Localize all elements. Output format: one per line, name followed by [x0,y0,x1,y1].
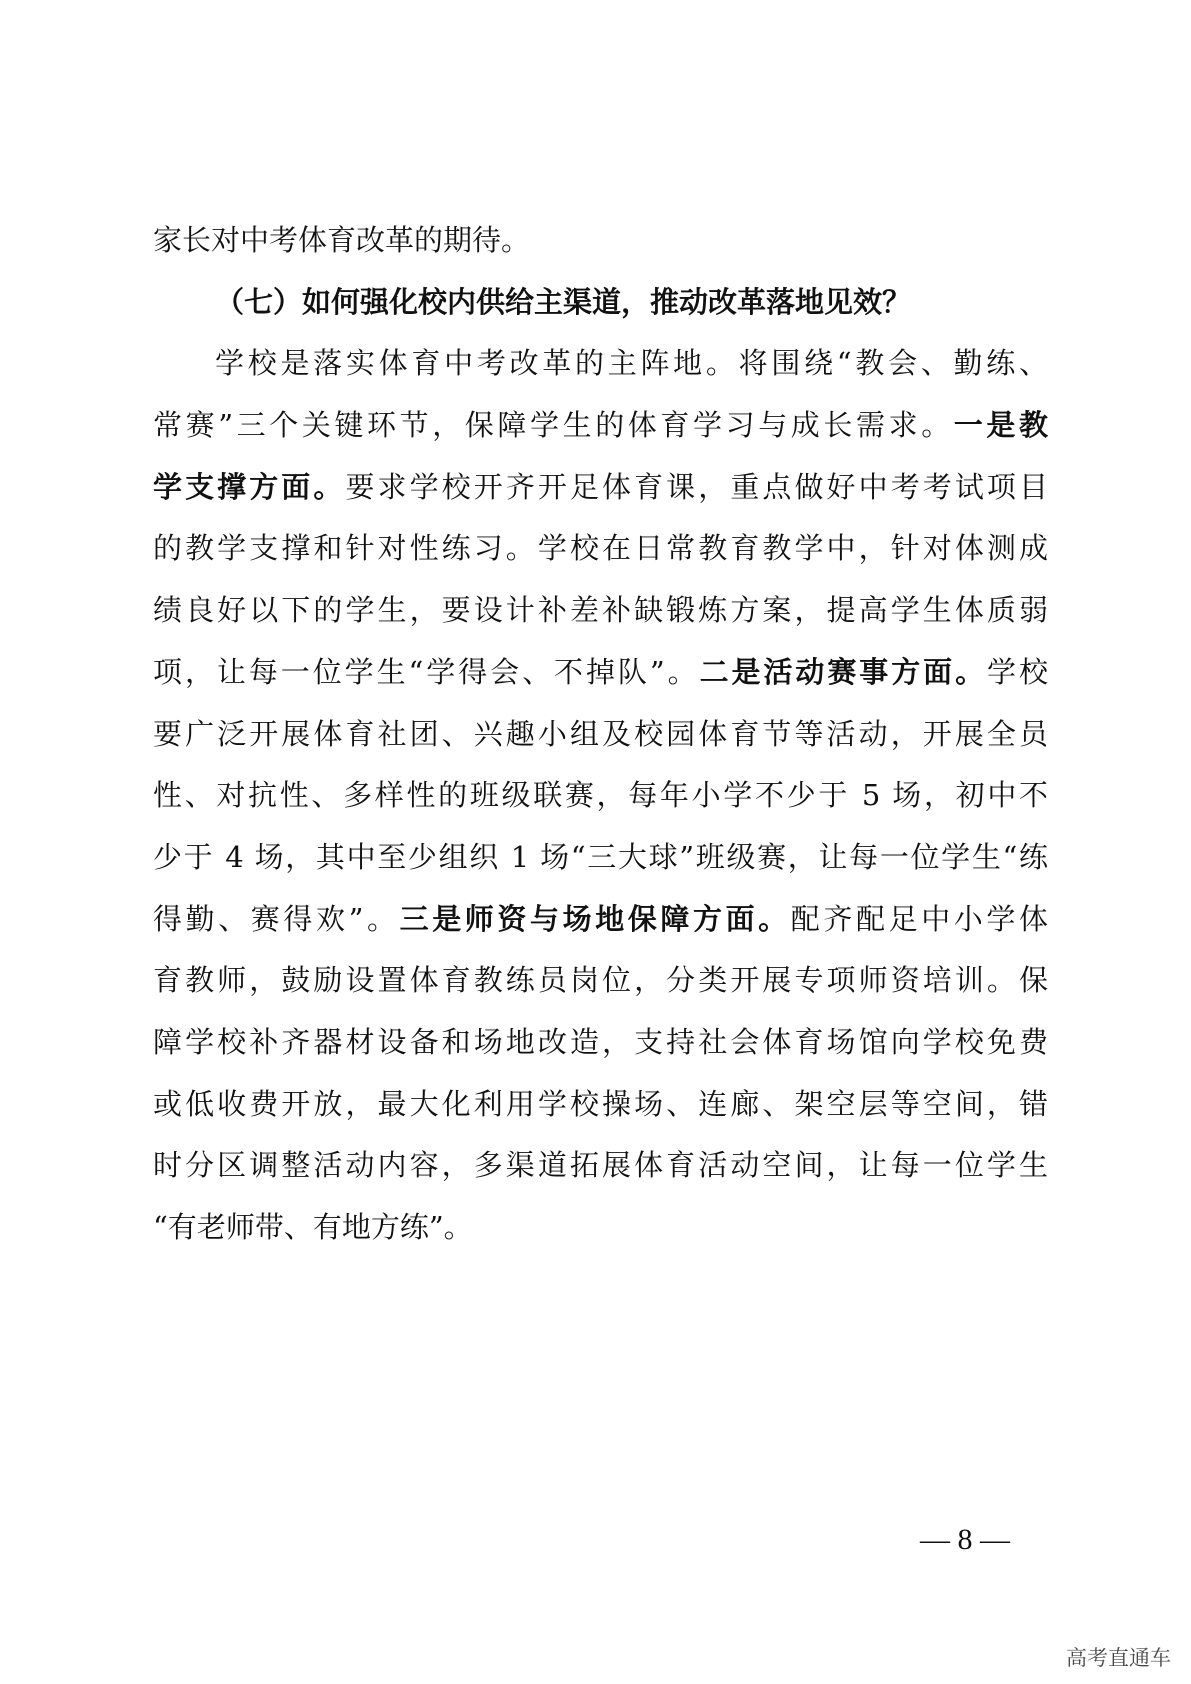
text-line [153,1074,1048,1136]
text-segment: 性、对抗性、多样性的班级联赛，每年小学不少于 5 场，初中不 [153,778,1048,813]
text-line [153,827,1048,889]
text-line [153,950,1048,1012]
text-segment: 少于 4 场，其中至少组织 1 场“三大球”班级赛，让每一位学生“练 [153,839,1048,874]
text-line [153,642,1048,704]
text-line [153,518,1048,580]
text-line [153,1012,1048,1074]
text-line [153,765,1048,827]
text-segment: 家长对中考体育改革的期待。 [153,223,531,257]
body-text [153,210,1048,1259]
text-segment: “有老师带、有地方练”。 [153,1210,473,1244]
text-segment: 要广泛开展体育社团、兴趣小组及校园体育节等活动，开展全员 [153,716,1048,751]
text-line [153,395,1048,457]
text-segment: 常赛”三个关键环节，保障学生的体育学习与成长需求。 [153,408,954,443]
text-segment: 得勤、赛得欢”。 [153,901,400,936]
text-segment: 障学校补齐器材设备和场地改造，支持社会体育场馆向学校免费 [153,1024,1048,1059]
text-segment: 项，让每一位学生“学得会、不掉队”。 [153,654,700,689]
text-line [153,457,1048,519]
text-line [153,1197,1048,1259]
watermark: 高考直通车 [1066,1646,1171,1670]
section-heading [153,272,1048,334]
text-line [153,704,1048,766]
bold-text: 三是师资与场地保障方面。 [399,901,791,936]
text-segment: 育教师，鼓励设置体育教练员岗位，分类开展专项师资培训。保 [153,963,1048,998]
text-segment: 配齐配足中小学体 [790,901,1048,936]
text-line [153,580,1048,642]
text-segment: 学校 [987,654,1048,689]
bold-text: 学支撑方面。 [153,469,346,504]
text-line [153,1135,1048,1197]
text-line [153,889,1048,951]
text-segment: 绩良好以下的学生，要设计补差补缺锻炼方案，提高学生体质弱 [153,593,1048,628]
text-line [153,333,1048,395]
text-segment: 或低收费开放，最大化利用学校操场、连廊、架空层等空间，错 [153,1086,1048,1121]
text-segment: 学校是落实体育中考改革的主阵地。将围绕“教会、勤练、 [215,346,1048,381]
text-segment: 时分区调整活动内容，多渠道拓展体育活动空间，让每一位学生 [153,1148,1048,1183]
bold-text: 一是教 [953,408,1048,443]
text-line [153,210,1048,272]
page-number: — 8 — [920,1523,1010,1556]
text-segment: 要求学校开齐开足体育课，重点做好中考考试项目 [345,469,1048,504]
text-segment: 的教学支撑和针对性练习。学校在日常教育教学中，针对体测成 [153,531,1048,566]
bold-text: （七）如何强化校内供给主渠道，推动改革落地见效？ [215,284,912,319]
bold-text: 二是活动赛事方面。 [699,654,988,689]
